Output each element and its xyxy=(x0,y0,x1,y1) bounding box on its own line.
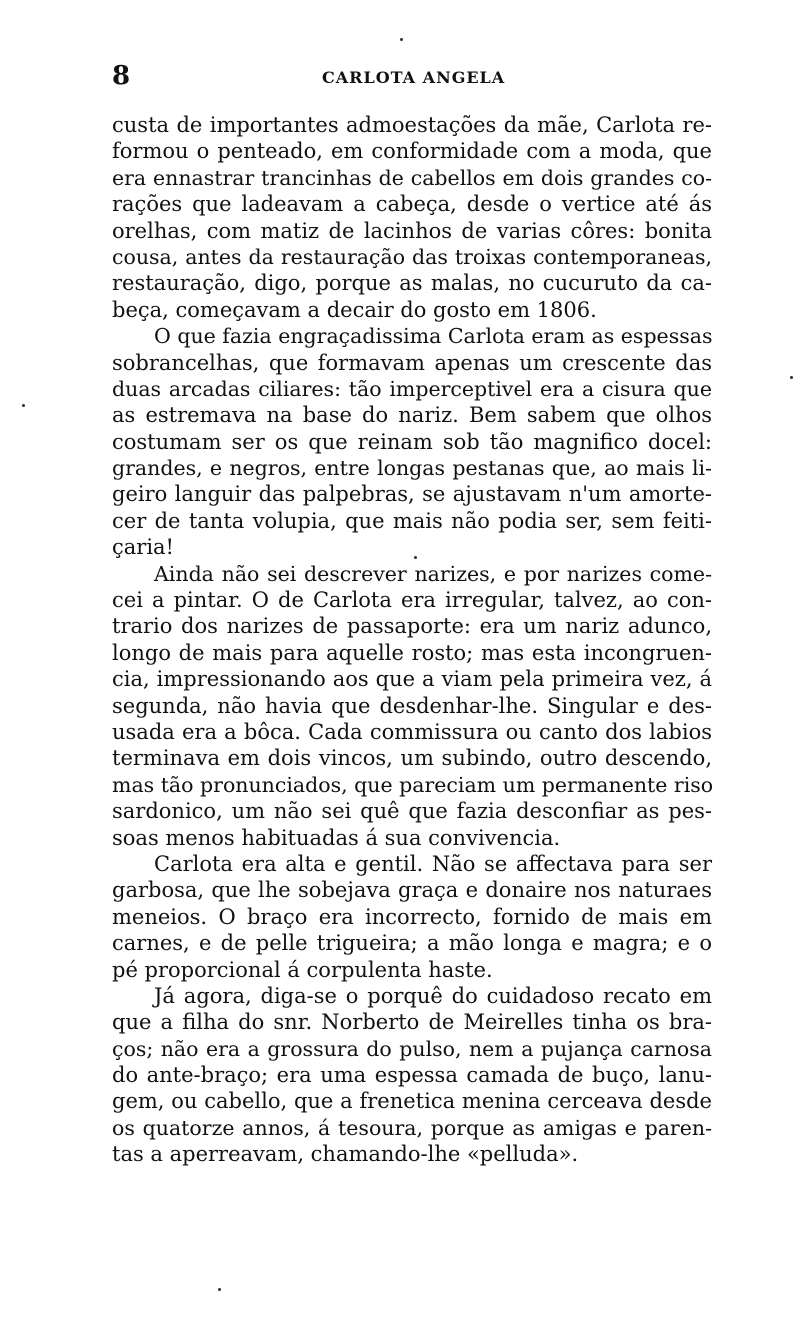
text-line: mas tão pronunciados, que pareciam um permanente riso xyxy=(112,772,714,797)
text-line: duas arcadas ciliares: tão imperceptivel era a cisura que xyxy=(112,376,712,401)
text-line: era ennastrar trancinhas de cabellos em dois grandes co- xyxy=(112,165,712,190)
scan-speck xyxy=(790,376,793,379)
running-title: CARLOTA ANGELA xyxy=(322,68,506,87)
text-line: restauração, digo, porque as malas, no cucuruto da ca- xyxy=(112,271,712,296)
text-line: ços; não era a grossura do pulso, nem a pujança carnosa xyxy=(112,1036,712,1061)
text-line: do ante-braço; era uma espessa camada de buço, lanu- xyxy=(112,1063,712,1088)
text-line: segunda, não havia que desdenhar-lhe. Singular e des- xyxy=(112,693,712,718)
text-line: usada era a bôca. Cada commissura ou canto dos labios xyxy=(112,719,712,744)
scan-speck xyxy=(22,404,25,407)
scan-speck xyxy=(400,38,403,41)
text-line: Carlota era alta e gentil. Não se affectava para ser xyxy=(154,851,712,876)
text-line: O que fazia engraçadissima Carlota eram as espessas xyxy=(154,324,713,349)
text-line: cei a pintar. O de Carlota era irregular, talvez, ao con- xyxy=(112,588,712,613)
text-line: tas a aperreavam, chamando-lhe «pelluda». xyxy=(112,1142,579,1167)
text-line: costumam ser os que reinam sob tão magnifico docel: xyxy=(112,429,712,454)
text-line: beça, começavam a decair do gosto em 1806. xyxy=(112,297,597,322)
text-line: rações que ladeavam a cabeça, desde o vertice até ás xyxy=(112,192,712,217)
text-line: çaria! xyxy=(112,535,174,560)
text-line: Já agora, diga-se o porquê do cuidadoso recato em xyxy=(154,983,712,1008)
text-line: gem, ou cabello, que a frenetica menina cerceava desde xyxy=(112,1089,712,1114)
text-line: as estremava na base do nariz. Bem sabem que olhos xyxy=(112,403,712,428)
text-line: sardonico, um não sei quê que fazia desconfiar as pes- xyxy=(112,799,712,824)
text-line: orelhas, com matiz de lacinhos de varias côres: bonita xyxy=(112,218,712,243)
text-line: Ainda não sei descrever narizes, e por narizes come- xyxy=(154,561,712,586)
text-line: meneios. O braço era incorrecto, fornido de mais em xyxy=(112,904,712,929)
text-line: sobrancelhas, que formavam apenas um crescente das xyxy=(112,350,712,375)
text-line: formou o penteado, em conformidade com a moda, que xyxy=(112,139,712,164)
text-line: grandes, e negros, entre longas pestanas que, ao mais li- xyxy=(112,456,712,481)
text-line: custa de importantes admoestações da mãe, Carlota re- xyxy=(112,113,712,137)
text-line: que a filha do snr. Norberto de Meirelles tinha os bra- xyxy=(112,1010,712,1035)
text-line: soas menos habituadas á sua convivencia. xyxy=(112,825,561,850)
text-line: garbosa, que lhe sobejava graça e donaire nos naturaes xyxy=(112,878,712,903)
text-line: cia, impressionando aos que a viam pela primeira vez, á xyxy=(112,667,712,692)
body-text xyxy=(112,112,712,1168)
text-line: os quatorze annos, á tesoura, porque as amigas e paren- xyxy=(112,1115,712,1140)
text-line: geiro languir das palpebras, se ajustavam n'um amorte- xyxy=(112,482,712,507)
page-number: 8 xyxy=(112,61,131,91)
text-line: cousa, antes da restauração das troixas contemporaneas, xyxy=(112,244,712,269)
text-line: carnes, e de pelle trigueira; a mão longa e magra; e o xyxy=(112,931,712,956)
scan-speck xyxy=(414,556,417,559)
text-line: trario dos narizes de passaporte: era um nariz adunco, xyxy=(112,614,712,639)
text-line: cer de tanta volupia, que mais não podia ser, sem feiti- xyxy=(112,508,712,533)
scan-speck xyxy=(218,1288,221,1291)
text-line: longo de mais para aquelle rosto; mas esta incongruen- xyxy=(112,640,712,665)
text-line: pé proporcional á corpulenta haste. xyxy=(112,957,493,982)
text-line: terminava em dois vincos, um subindo, outro descendo, xyxy=(112,746,712,771)
page-header xyxy=(112,58,707,94)
